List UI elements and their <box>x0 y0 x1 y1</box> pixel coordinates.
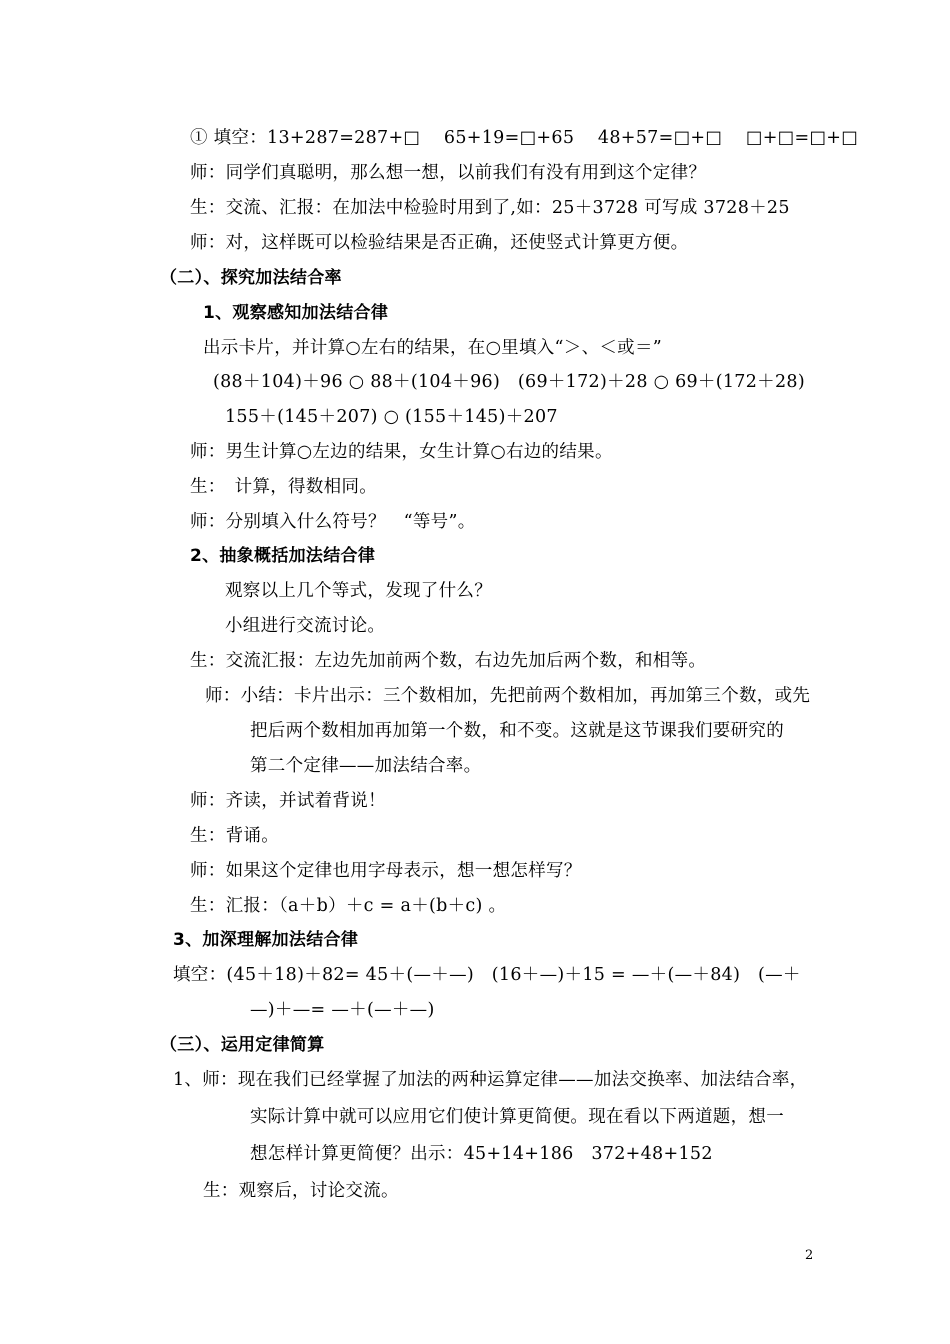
teacher-line-cont: 想怎样计算更简便？出示：45+14+186 372+48+152 <box>250 1144 713 1164</box>
student-line: 生： 计算，得数相同。 <box>190 477 378 497</box>
teacher-line-cont: 实际计算中就可以应用它们使计算更简便。现在看以下两道题，想一 <box>250 1107 784 1127</box>
student-line: 生：观察后，讨论交流。 <box>203 1181 399 1201</box>
paragraph: 出示卡片，并计算○左右的结果，在○里填入“＞、＜或＝” <box>203 338 663 358</box>
teacher-summary: 师：小结：卡片出示：三个数相加，先把前两个数相加，再加第三个数，或先 <box>205 686 811 706</box>
page-number: 2 <box>805 1248 814 1263</box>
teacher-line: 师：如果这个定律也用字母表示，想一想怎样写？ <box>190 861 582 881</box>
subsection-heading: 2、抽象概括加法结合律 <box>190 546 376 566</box>
student-line: 生：汇报：（a＋b）＋c = a＋(b＋c) 。 <box>190 896 507 916</box>
subsection-heading: 3、加深理解加法结合律 <box>173 930 359 950</box>
teacher-line: 1、师：现在我们已经掌握了加法的两种运算定律——加法交换率、加法结合率， <box>173 1070 808 1090</box>
fill-blank-exercise: 填空：(45＋18)＋82= 45＋(—＋—) (16＋—)＋15 = —＋(—＋84) (—＋ <box>173 965 801 985</box>
teacher-line: 师：分别填入什么符号？ “等号”。 <box>190 512 476 532</box>
equation-line: 155＋(145＋207) ○ (155＋145)＋207 <box>225 407 558 427</box>
student-line: 生：交流、汇报：在加法中检验时用到了,如：25＋3728 可写成 3728＋25 <box>190 198 790 218</box>
section-heading: （二）、探究加法结合率 <box>160 268 342 288</box>
teacher-line: 师：男生计算○左边的结果，女生计算○右边的结果。 <box>190 442 613 462</box>
student-line: 生：交流汇报：左边先加前两个数，右边先加后两个数，和相等。 <box>190 651 707 671</box>
teacher-line: 师：对，这样既可以检验结果是否正确，还使竖式计算更方便。 <box>190 233 689 253</box>
paragraph: 小组进行交流讨论。 <box>225 616 386 636</box>
equation-line: (88＋104)＋96 ○ 88＋(104＋96) (69＋172)＋28 ○ 69＋(172＋28) <box>213 372 805 392</box>
fill-blank-exercise-cont: —)＋—= —＋(—＋—) <box>250 1000 435 1020</box>
teacher-line: 师：齐读，并试着背说！ <box>190 791 386 811</box>
paragraph: 观察以上几个等式，发现了什么？ <box>225 581 492 601</box>
subsection-heading: 1、观察感知加法结合律 <box>203 303 389 323</box>
teacher-summary-cont: 把后两个数相加再加第一个数，和不变。这就是这节课我们要研究的 <box>250 721 784 741</box>
teacher-line: 师：同学们真聪明，那么想一想，以前我们有没有用到这个定律？ <box>190 163 707 183</box>
section-heading: （三）、运用定律简算 <box>160 1035 325 1055</box>
teacher-summary-cont: 第二个定律——加法结合率。 <box>250 756 482 776</box>
student-line: 生：背诵。 <box>190 826 279 846</box>
fill-blank-exercise: ① 填空：13+287=287+□ 65+19=□+65 48+57=□+□ □+□=□+□ <box>190 128 859 148</box>
